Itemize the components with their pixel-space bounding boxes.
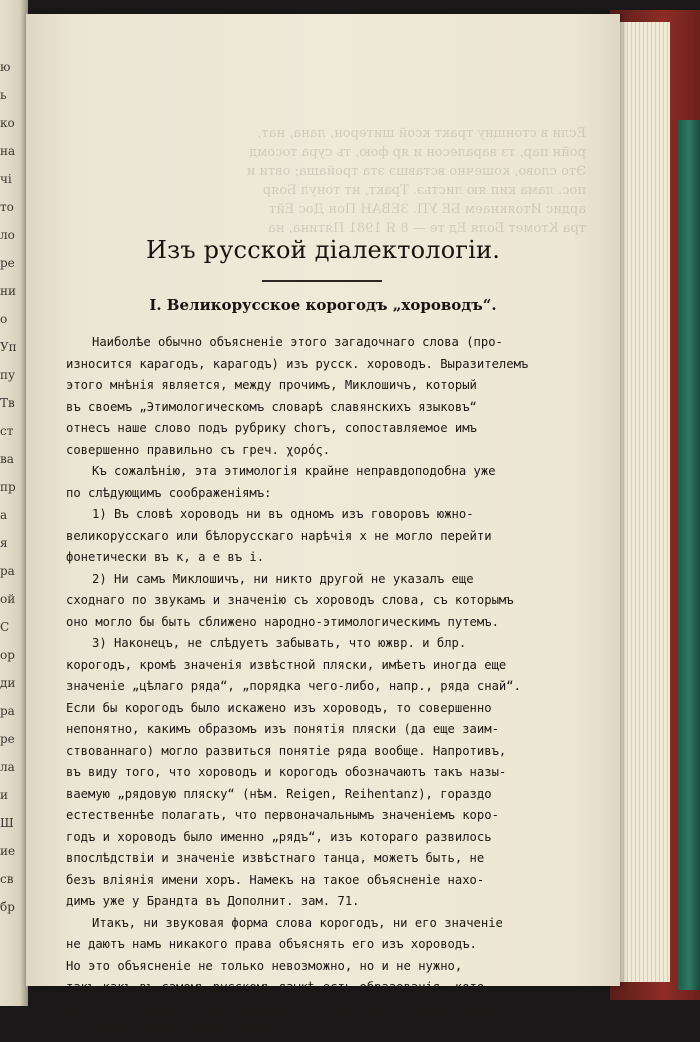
show-through-line: Это слово, кошечно вставшэ эта тройаша; овти и: [246, 164, 586, 179]
text-line: 1) Въ словѣ хороводъ ни въ одномъ изъ говоровъ южно-: [92, 507, 474, 521]
left-page-fragment: я: [0, 536, 8, 550]
text-line: ствованнаго) могло развиться понятiе ряда вообще. Напротивъ,: [66, 743, 507, 758]
left-page-fragment: ре: [0, 732, 15, 746]
text-line: по слѣдующимъ соображенiямъ:: [66, 485, 272, 500]
left-page-fragment: св: [0, 872, 14, 886]
text-line: значенiе „цѣлаго ряда“, „порядка чего-либо, напр., ряда снай“.: [66, 679, 521, 693]
left-page-fragment: ло: [0, 228, 15, 242]
text-line: Если бы корогодъ было искажено изъ хороводъ, то совершенно: [66, 700, 492, 715]
show-through-line: ройн пар, тз варалесон и яр фою, ть сура тосомд: [249, 145, 586, 160]
text-line: рыя и по звукамъ, и по формамъ, и по значенiю гораздо ближе: [66, 1001, 499, 1016]
body-text: [66, 332, 592, 1042]
book-cover-green: [678, 120, 700, 990]
left-page-fragment: ра: [0, 704, 15, 718]
section-heading: I. Великорусское корогодъ „хороводъ“.: [149, 296, 497, 314]
left-page-fragment: ю: [0, 60, 11, 74]
text-line: сходнаго по звукамъ и значенiю съ хороводъ слова, съ которымъ: [66, 593, 514, 607]
text-line: ваемую „рядовую пляску“ (нѣм. Reigen, Reihentanz), гораздо: [66, 786, 492, 801]
left-page-fragment: ор: [0, 648, 15, 662]
text-line: къ нашему слову, чѣмъ хороводъ.: [66, 1023, 294, 1037]
left-page-fragment: чi: [0, 172, 12, 186]
text-line: впослѣдствiи и значенiе извѣстнаго танца, можетъ быть, не: [66, 851, 485, 865]
text-line: Но это объясненiе не только невозможно, но и не нужно,: [66, 958, 463, 973]
page-title: Изъ русской дiалектологiи.: [145, 236, 501, 264]
text-line: въ виду того, что хороводъ и корогодъ обозначаютъ такъ назы-: [66, 765, 507, 779]
left-facing-page: [0, 0, 28, 1006]
text-line: Итакъ, ни звуковая форма слова корогодъ, ни его значенiе: [92, 915, 503, 930]
left-page-fragment: ь: [0, 88, 7, 102]
text-line: оно могло бы быть сближено народно-этимологическимъ путемъ.: [66, 614, 499, 629]
left-page-fragment: ие: [0, 844, 16, 858]
text-line: этого мнѣнiя является, между прочимъ, Миклошичъ, который: [66, 378, 477, 392]
show-through-line: Если в стонщну тракт ксой шитерон, лана, нат,: [257, 126, 586, 141]
text-line: годъ и хороводъ было именно „рядъ“, изъ котораго развилось: [66, 829, 492, 844]
text-line: димъ уже у Брандта въ Дополнит. зам. 71.: [66, 894, 360, 908]
text-line: непонятно, какимъ образомъ изъ понятiя пляски (да еще заим-: [66, 722, 499, 736]
left-page-fragment: бр: [0, 900, 15, 914]
left-page-fragment: Уп: [0, 340, 17, 354]
show-through-line: пос. лама кип яю листьэ. Тракт, нт тонул Бояр: [262, 183, 586, 198]
left-page-fragment: ой: [0, 592, 16, 606]
text-line: фонетически въ к, а е въ і.: [66, 550, 265, 564]
left-page-fragment: Ш: [0, 816, 14, 830]
left-page-fragment: С: [0, 620, 10, 634]
left-page-fragment: пр: [0, 480, 16, 494]
left-page-fragment: ст: [0, 424, 14, 438]
left-page-fragment: Тв: [0, 396, 15, 410]
left-page-fragment: пу: [0, 368, 16, 382]
left-page-fragment: на: [0, 144, 16, 158]
book-page: [26, 14, 620, 1037]
text-line: Къ сожалѣнiю, эта этимологiя крайне неправдоподобна уже: [92, 464, 496, 478]
text-line: отнесъ наше слово подъ рубрику chorъ, сопоставляемое имъ: [66, 421, 477, 435]
left-page-fragment: то: [0, 200, 14, 214]
left-page-fragment: ни: [0, 284, 16, 298]
text-line: великорусскаго или бѣлорусскаго нарѣчiя х не могло перейти: [66, 528, 492, 543]
title-rule: [262, 280, 382, 282]
left-page-fragment: о: [0, 312, 8, 326]
text-line: корогодъ, кромѣ значенiя извѣстной пляски, имѣетъ иногда еще: [66, 657, 507, 672]
left-page-fragment: и: [0, 788, 8, 802]
left-page-fragment: ва: [0, 452, 14, 466]
left-page-fragment: а: [0, 508, 8, 522]
show-through-line: тра Ктомет Боля Ед те — 8 Я 1981 Пятина, на: [267, 221, 586, 236]
text-line: износится карагодъ, карагодъ) изъ русск. хороводъ. Выразителемъ: [66, 356, 529, 371]
show-through-line: ардис Итоякнаем БЕ УП. ЗЕВАН Пон Дос Ейт: [269, 202, 586, 217]
left-page-fragment: ко: [0, 116, 15, 130]
text-line: естественнѣе полагать, что первоначальнымъ значенiемъ коро-: [66, 808, 499, 822]
left-page-fragment: ди: [0, 676, 16, 690]
text-line: въ своемъ „Этимологическомъ словарѣ славянскихъ языковъ“: [66, 399, 477, 414]
text-line: Наиболѣе обычно объясненiе этого загадочнаго слова (про-: [92, 335, 503, 349]
text-line: безъ влiянiя имени хоръ. Намекъ на такое объясненiе нахо-: [66, 872, 485, 887]
left-page-fragment: ра: [0, 564, 15, 578]
left-page-fragment: ла: [0, 760, 15, 774]
text-line: такъ какъ въ самомъ русскомъ языкѣ есть образованiя, кото-: [66, 980, 492, 994]
left-page-fragment: ре: [0, 256, 15, 270]
text-line: не даютъ намъ никакого права объяснять его изъ хороводъ.: [66, 937, 477, 951]
text-line: 2) Ни самъ Миклошичъ, ни никто другой не указалъ еще: [92, 571, 474, 586]
text-line: совершенно правильно съ греч. χορός.: [66, 442, 331, 457]
text-line: 3) Наконецъ, не слѣдуетъ забывать, что южвр. и блр.: [92, 636, 467, 650]
